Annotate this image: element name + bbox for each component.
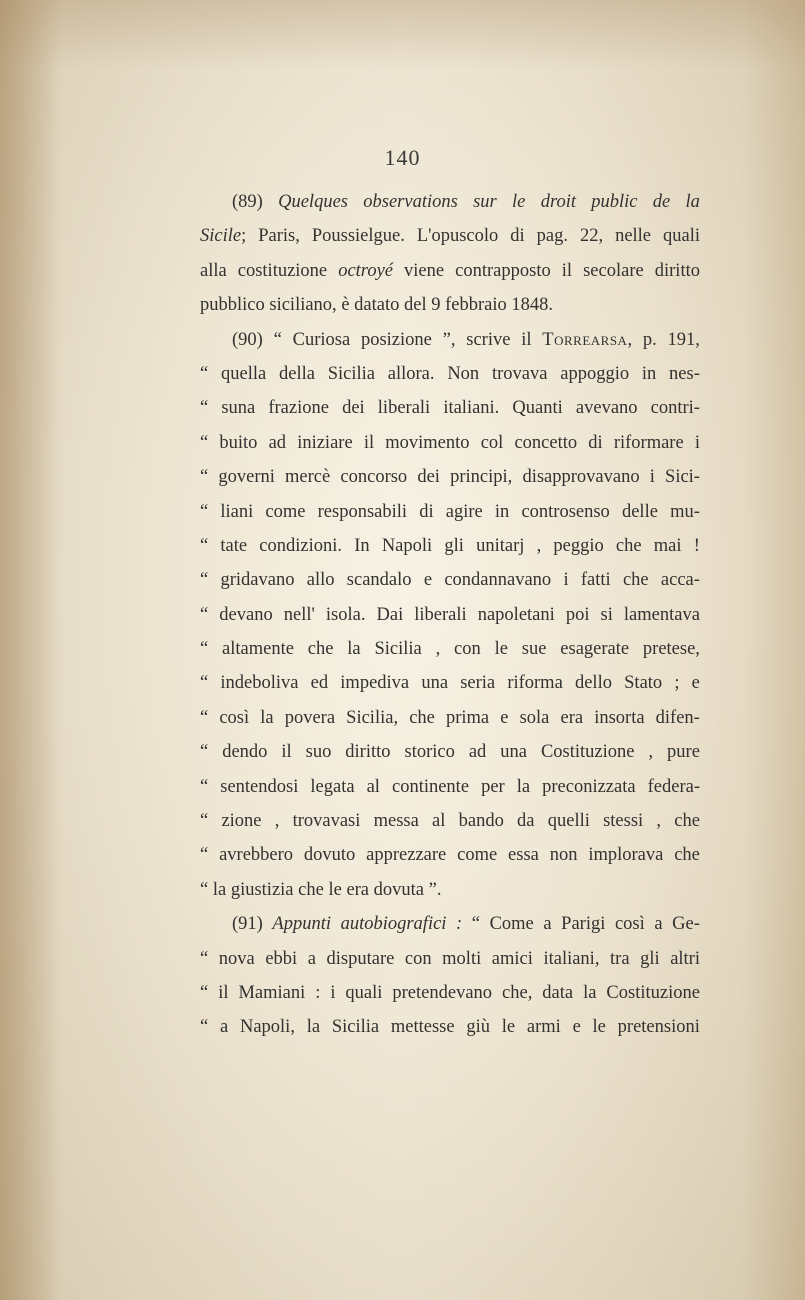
text-line xyxy=(200,976,700,1010)
word: e xyxy=(500,707,509,728)
word: con xyxy=(454,639,481,660)
word: e xyxy=(572,1017,581,1038)
word: “ xyxy=(200,501,209,522)
word: così xyxy=(219,707,250,728)
text-line xyxy=(200,495,700,529)
word: Poussielgue. xyxy=(311,226,405,247)
word: al xyxy=(432,811,446,832)
word: altamente xyxy=(222,639,294,660)
word: viene xyxy=(404,260,445,281)
word: insorta xyxy=(594,707,645,728)
word: dei xyxy=(417,467,440,488)
word: Paris, xyxy=(258,226,300,247)
word: “ xyxy=(200,432,209,453)
word: povera xyxy=(284,707,336,728)
word: ; xyxy=(674,673,680,694)
word: la xyxy=(260,707,274,728)
word: prima xyxy=(445,707,490,728)
word: mai xyxy=(653,535,682,556)
word: storico xyxy=(404,742,455,763)
word: iniziare xyxy=(297,432,353,453)
word: di xyxy=(510,226,525,247)
word: Come xyxy=(489,914,534,935)
word: indeboliva xyxy=(220,673,299,694)
word: concorso xyxy=(340,467,408,488)
word: “ xyxy=(200,845,209,866)
text-line xyxy=(200,254,700,288)
word: , xyxy=(435,639,441,660)
text-line xyxy=(200,907,700,941)
word: non xyxy=(549,845,578,866)
text-line xyxy=(200,1010,700,1044)
word: riforma xyxy=(507,673,563,694)
word: avevano xyxy=(575,398,638,419)
word: “ xyxy=(200,673,209,694)
word: a xyxy=(654,914,663,935)
word: “ xyxy=(471,914,480,935)
word: buito xyxy=(219,432,258,453)
word: p. xyxy=(642,329,657,350)
word: concetto xyxy=(514,432,578,453)
word: Sicilia, xyxy=(346,707,399,728)
word: nelle xyxy=(615,226,652,247)
word: de xyxy=(652,192,671,212)
word: data xyxy=(542,982,574,1003)
word: quella xyxy=(221,363,267,384)
word: Mamiani xyxy=(238,982,306,1003)
word: , xyxy=(656,811,662,832)
word: , xyxy=(274,811,280,832)
word: ”. xyxy=(428,879,447,900)
word: Sicilia xyxy=(374,639,422,660)
text-line xyxy=(200,942,700,976)
word: ebbi xyxy=(265,948,298,969)
page-top-shading xyxy=(0,0,805,70)
footnotes-text xyxy=(200,185,700,1045)
word: sue xyxy=(521,639,547,660)
word: autobiografici xyxy=(340,914,447,935)
word: (89) xyxy=(232,192,263,212)
word: Sicilia xyxy=(327,363,375,384)
word: le xyxy=(592,1017,606,1038)
word: Sici- xyxy=(665,467,700,488)
text-line xyxy=(200,873,700,907)
word: amici xyxy=(491,948,533,969)
word: ed xyxy=(310,673,329,694)
word: che xyxy=(409,707,435,728)
word: isola. xyxy=(325,604,366,625)
text-line xyxy=(200,219,700,253)
word: tate xyxy=(220,535,248,556)
word: “ xyxy=(273,329,282,350)
word: Curiosa xyxy=(292,329,351,350)
word: octroyé xyxy=(338,260,393,281)
word: e xyxy=(423,570,433,591)
word: droit xyxy=(540,192,576,212)
word: pubblico xyxy=(200,295,270,316)
text-line xyxy=(200,185,700,219)
word: la xyxy=(212,879,231,900)
word: gli xyxy=(444,535,464,556)
word: il xyxy=(561,260,573,281)
word: si xyxy=(600,604,613,625)
word: giù xyxy=(466,1017,490,1038)
word: allo xyxy=(306,570,335,591)
word: devano xyxy=(219,604,273,625)
word: Appunti xyxy=(272,914,331,935)
word: bando xyxy=(458,811,504,832)
word: scandalo xyxy=(346,570,412,591)
word: contrapposto xyxy=(455,260,551,281)
word: le xyxy=(328,879,347,900)
word: principi, xyxy=(450,467,513,488)
word: è xyxy=(341,295,355,316)
word: costituzione xyxy=(237,260,328,281)
word: impediva xyxy=(340,673,410,694)
page-number: 140 xyxy=(384,145,421,170)
word: secolare xyxy=(583,260,644,281)
text-line xyxy=(200,391,700,425)
word: contri- xyxy=(650,398,700,419)
word: in xyxy=(641,363,657,384)
word: la xyxy=(347,639,361,660)
word: il xyxy=(281,742,292,763)
word: di xyxy=(419,501,434,522)
word: italiani. xyxy=(443,398,500,419)
word: nes- xyxy=(669,363,700,384)
text-line xyxy=(200,632,700,666)
word: del xyxy=(403,295,432,316)
word: sentendosi xyxy=(220,776,299,797)
word: “ xyxy=(200,363,209,384)
word: In xyxy=(354,535,370,556)
word: mettesse xyxy=(390,1017,455,1038)
word: le xyxy=(512,192,526,212)
word: giustizia xyxy=(230,879,299,900)
word: la xyxy=(516,776,531,797)
text-line xyxy=(200,598,700,632)
word: Napoli xyxy=(381,535,433,556)
word: controsenso xyxy=(521,501,610,522)
word: ad xyxy=(468,742,487,763)
word: che xyxy=(615,535,642,556)
word: per xyxy=(481,776,505,797)
word: 22, xyxy=(579,226,604,247)
word: sola xyxy=(519,707,550,728)
word: che xyxy=(674,845,700,866)
word: seria xyxy=(460,673,496,694)
word: Torrearsa, xyxy=(542,329,633,350)
word: dei xyxy=(342,398,365,419)
word: “ xyxy=(200,811,209,832)
text-line xyxy=(200,460,700,494)
word: suna xyxy=(221,398,256,419)
word: che xyxy=(622,570,649,591)
word: “ xyxy=(200,604,209,625)
word: movimento xyxy=(385,432,470,453)
word: 191, xyxy=(667,329,700,350)
word: difen- xyxy=(655,707,700,728)
word: quali xyxy=(663,226,700,247)
word: Stato xyxy=(624,673,663,694)
text-line xyxy=(200,735,700,769)
word: Costituzione xyxy=(606,982,700,1003)
word: che xyxy=(674,811,700,832)
word: e xyxy=(691,673,700,694)
word: era xyxy=(560,707,584,728)
word: Dai xyxy=(376,604,404,625)
word: pretese, xyxy=(642,639,700,660)
word: ”, xyxy=(442,329,456,350)
word: quelli xyxy=(547,811,590,832)
word: la xyxy=(685,192,700,212)
word: Costituzione xyxy=(540,742,635,763)
word: “ xyxy=(200,398,209,419)
word: a xyxy=(543,914,552,935)
word: così xyxy=(614,914,645,935)
word: L'opuscolo xyxy=(416,226,499,247)
text-line xyxy=(200,804,700,838)
word: alla xyxy=(200,260,227,281)
word: dello xyxy=(574,673,612,694)
word: liani xyxy=(220,501,254,522)
word: liberali xyxy=(414,604,467,625)
word: a xyxy=(307,948,316,969)
text-line xyxy=(200,666,700,700)
word: unitarj xyxy=(476,535,525,556)
word: pretendevano xyxy=(392,982,493,1003)
word: che, xyxy=(502,982,533,1003)
word: delle xyxy=(621,501,658,522)
word: (91) xyxy=(232,914,263,935)
word: napoletani xyxy=(477,604,555,625)
word: una xyxy=(500,742,527,763)
word: lamentava xyxy=(623,604,700,625)
word: riformare xyxy=(613,432,684,453)
word: nell' xyxy=(283,604,315,625)
word: di xyxy=(588,432,603,453)
word: la xyxy=(306,1017,321,1038)
word: “ xyxy=(200,742,209,763)
word: public xyxy=(591,192,638,212)
word: il xyxy=(218,982,229,1003)
word: Quanti xyxy=(512,398,563,419)
word: agire xyxy=(445,501,483,522)
word: gli xyxy=(640,948,660,969)
text-line xyxy=(200,838,700,872)
word: che xyxy=(307,639,334,660)
word: ad xyxy=(268,432,287,453)
word: in xyxy=(494,501,510,522)
word: : xyxy=(456,914,463,935)
word: con xyxy=(404,948,432,969)
word: acca- xyxy=(660,570,700,591)
text-line xyxy=(200,563,700,597)
word: il xyxy=(363,432,375,453)
word: “ xyxy=(200,467,209,488)
text-line xyxy=(200,323,700,357)
page-edge-shading xyxy=(0,0,60,1300)
word: Quelques xyxy=(278,192,348,212)
word: 1848. xyxy=(511,295,558,316)
word: datato xyxy=(354,295,404,316)
word: “ xyxy=(200,948,209,969)
word: 9 xyxy=(431,295,446,316)
word: da xyxy=(517,811,535,832)
word: condizioni. xyxy=(259,535,343,556)
word: a xyxy=(219,1017,229,1038)
word: dovuto xyxy=(303,845,356,866)
word: mu- xyxy=(670,501,700,522)
word: era xyxy=(346,879,374,900)
word: “ xyxy=(200,879,213,900)
word: le xyxy=(501,1017,516,1038)
word: “ xyxy=(200,570,209,591)
word: zione xyxy=(221,811,262,832)
word: “ xyxy=(200,639,209,660)
word: sur xyxy=(473,192,497,212)
word: al xyxy=(366,776,380,797)
word: i xyxy=(563,570,569,591)
word: ! xyxy=(693,535,700,556)
word: poi xyxy=(565,604,590,625)
word: i xyxy=(330,982,336,1003)
word: della xyxy=(278,363,315,384)
word: : xyxy=(315,982,321,1003)
word: le xyxy=(494,639,508,660)
word: armi xyxy=(526,1017,561,1038)
word: trovava xyxy=(491,363,548,384)
word: fatti xyxy=(580,570,611,591)
word: Non xyxy=(447,363,480,384)
word: allora. xyxy=(387,363,435,384)
word: , xyxy=(648,742,654,763)
word: Sicile; xyxy=(200,226,247,247)
word: (90) xyxy=(232,329,263,350)
word: come xyxy=(457,845,498,866)
word: trovavasi xyxy=(292,811,361,832)
word: Sicilia xyxy=(331,1017,380,1038)
word: gridavano xyxy=(220,570,295,591)
word: pag. xyxy=(536,226,568,247)
word: liberali xyxy=(377,398,431,419)
word: federa- xyxy=(647,776,700,797)
word: disapprovavano xyxy=(522,467,640,488)
word: Napoli, xyxy=(239,1017,295,1038)
word: molti xyxy=(442,948,482,969)
word: Ge- xyxy=(672,914,700,935)
word: peggio xyxy=(553,535,604,556)
word: governi xyxy=(218,467,275,488)
word: quali xyxy=(345,982,383,1003)
word: responsabili xyxy=(317,501,408,522)
word: essa xyxy=(508,845,539,866)
word: continente xyxy=(391,776,470,797)
word: messa xyxy=(373,811,419,832)
word: febbraio xyxy=(445,295,512,316)
word: col xyxy=(480,432,504,453)
word: “ xyxy=(200,982,209,1003)
word: i xyxy=(694,432,700,453)
word: apprezzare xyxy=(366,845,447,866)
text-line xyxy=(200,701,700,735)
word: disputare xyxy=(326,948,395,969)
word: i xyxy=(649,467,655,488)
word: “ xyxy=(200,707,209,728)
word: altri xyxy=(670,948,700,969)
word: pretensioni xyxy=(617,1017,700,1038)
word: mercè xyxy=(285,467,331,488)
word: posizione xyxy=(360,329,432,350)
word: dendo xyxy=(222,742,268,763)
word: diritto xyxy=(345,742,391,763)
word: dovuta xyxy=(373,879,429,900)
word: italiani, xyxy=(543,948,600,969)
word: legata xyxy=(310,776,355,797)
word: la xyxy=(583,982,597,1003)
word: esagerate xyxy=(560,639,630,660)
word: siciliano, xyxy=(269,295,342,316)
word: diritto xyxy=(654,260,700,281)
word: nova xyxy=(218,948,255,969)
word: come xyxy=(265,501,306,522)
word: stessi xyxy=(603,811,644,832)
text-line xyxy=(200,770,700,804)
word: Parigi xyxy=(561,914,606,935)
word: “ xyxy=(200,1017,209,1038)
word: appoggio xyxy=(560,363,630,384)
word: frazione xyxy=(268,398,329,419)
word: suo xyxy=(305,742,332,763)
word: “ xyxy=(200,535,209,556)
text-line xyxy=(200,426,700,460)
text-line xyxy=(200,288,700,322)
word: condannavano xyxy=(444,570,552,591)
word: pure xyxy=(667,742,700,763)
word: tra xyxy=(610,948,630,969)
text-line xyxy=(200,529,700,563)
word: avrebbero xyxy=(219,845,294,866)
word: observations xyxy=(363,192,458,212)
word: che xyxy=(298,879,329,900)
word: preconizzata xyxy=(542,776,636,797)
word: scrive xyxy=(466,329,511,350)
word: implorava xyxy=(588,845,664,866)
word: una xyxy=(421,673,449,694)
word: “ xyxy=(200,776,209,797)
word: , xyxy=(536,535,542,556)
text-line xyxy=(200,357,700,391)
word: il xyxy=(521,329,532,350)
